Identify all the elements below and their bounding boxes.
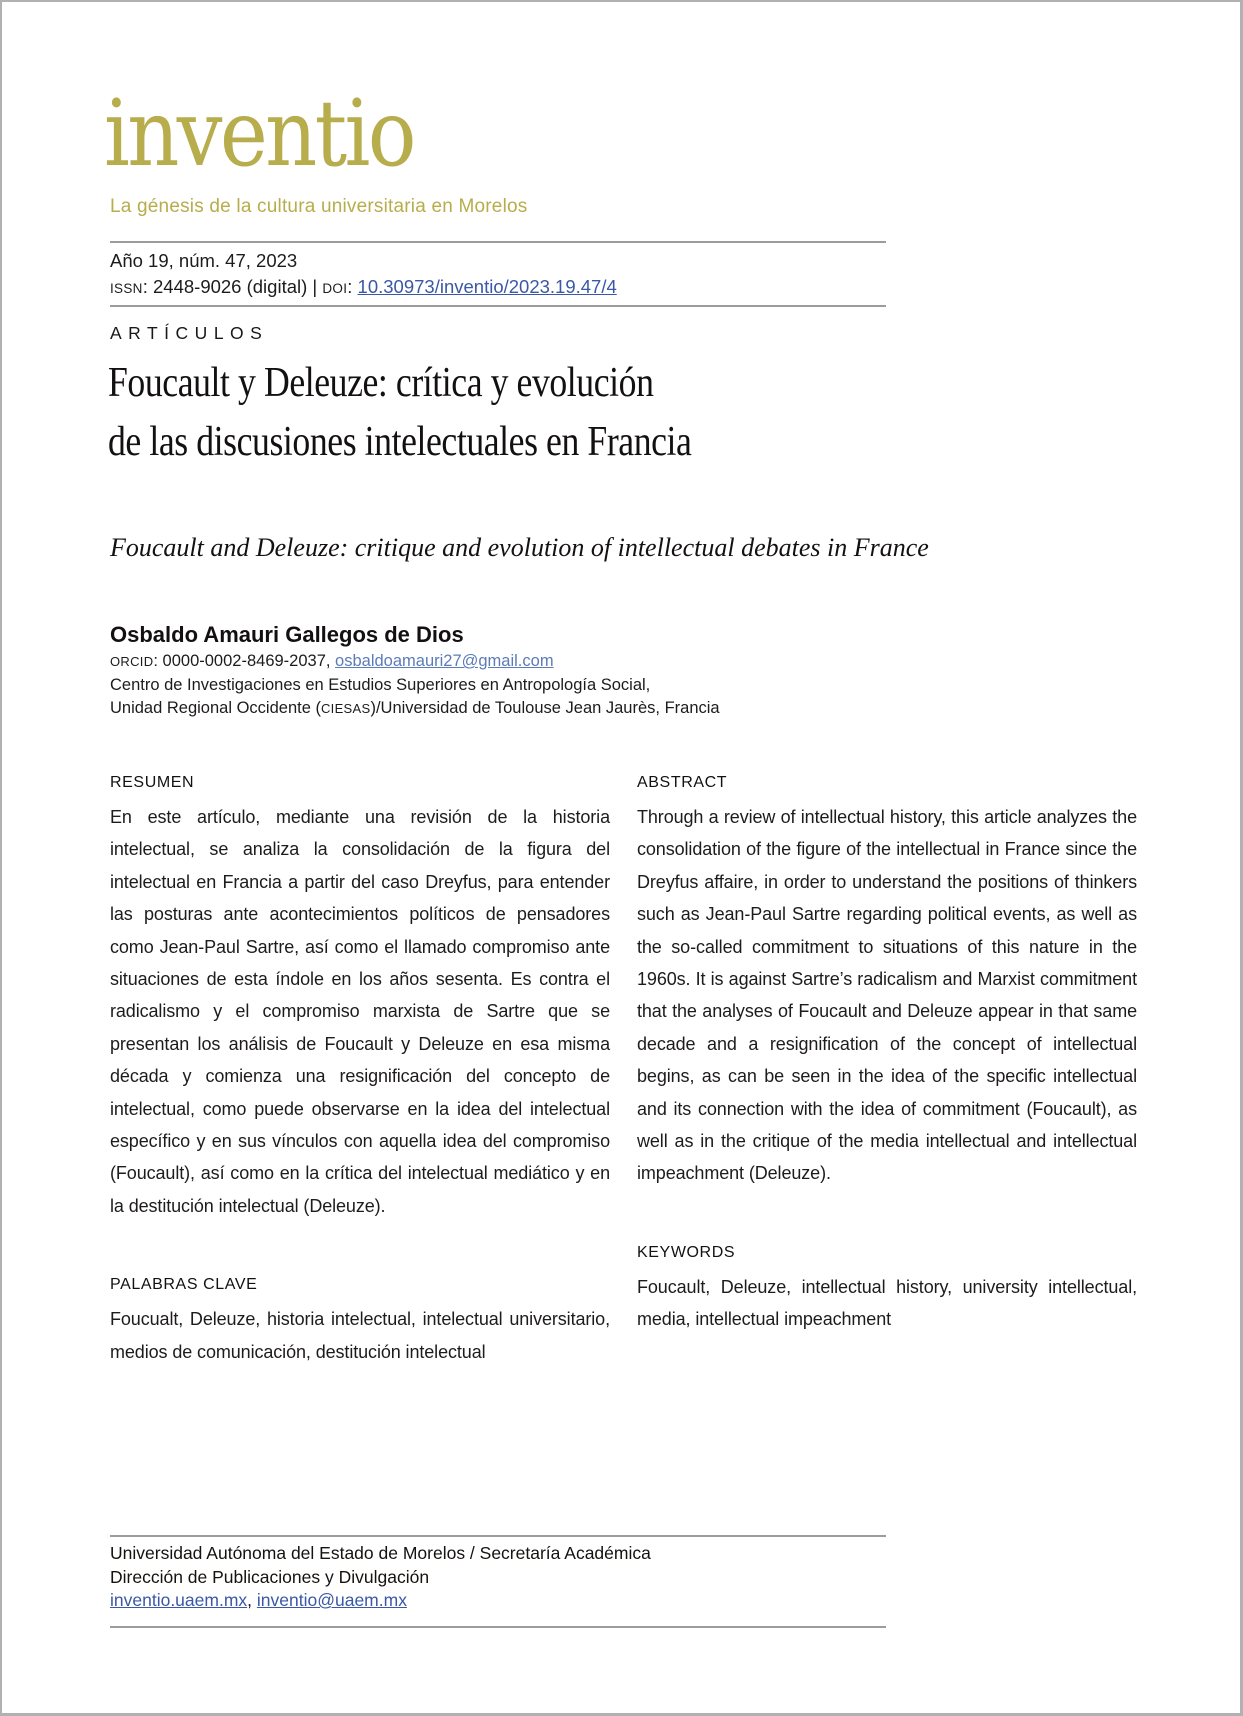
section-label: ARTÍCULOS	[110, 323, 269, 343]
divider-footer-top	[110, 1535, 886, 1537]
keywords-body: Foucault, Deleuze, intellectual history, university intellectual, media, intellectual impeachment	[637, 1276, 1137, 1330]
resumen-heading: RESUMEN	[110, 774, 195, 791]
footer-site-link[interactable]: inventio.uaem.mx	[110, 1590, 248, 1610]
journal-tagline: La génesis de la cultura universitaria en Morelos	[110, 196, 528, 217]
palabras-clave-heading: PALABRAS CLAVE	[110, 1276, 258, 1294]
affiliation-post: )/Universidad de Toulouse Jean Jaurès, Francia	[370, 699, 720, 717]
doi-label: DOI	[322, 281, 348, 296]
article-title-line1: Foucault y Deleuze: crítica y evolución	[108, 360, 654, 406]
divider-issue	[110, 305, 886, 307]
affiliation-pre: Unidad Regional Occidente (	[110, 699, 321, 717]
orcid-value: : 0000-0002-8469-2037,	[153, 652, 336, 670]
issn-doi-line	[110, 274, 617, 302]
publisher-footer	[110, 1542, 651, 1613]
resumen-body: En este artículo, mediante una revisión de la historia intelectual, se analiza la consolidación de la figura del intelectual en Francia a partir del caso Dreyfus, para entender las posturas ante acontecimientos políticos de pensadores como Jean-Paul Sartre, así como el llamado compromiso ante situaciones de esta índole en los años sesenta. Es contra el radicalismo y el compromiso marxista de Sartre que se presentan los análisis de Foucault y Deleuze en esa misma década y comienza una resignificación del concepto de intelectual, como puede observarse en la idea del intelectual específico y en sus vínculos con aquella idea del compromiso (Foucault), así como en la crítica del intelectual mediático y en la destitución intelectual (Deleuze).	[110, 807, 610, 1216]
column-english	[637, 774, 1137, 1368]
author-email-link[interactable]: osbaldoamauri27@gmail.com	[335, 652, 554, 670]
article-title	[108, 354, 691, 472]
footer-line2: Dirección de Publicaciones y Divulgación	[110, 1566, 430, 1587]
author-affiliation-line1: Centro de Investigaciones en Estudios Superiores en Antropología Social,	[110, 675, 651, 694]
column-spanish	[110, 774, 610, 1368]
keywords-heading: KEYWORDS	[637, 1243, 736, 1261]
issue-info	[110, 248, 617, 302]
issue-line: Año 19, núm. 47, 2023	[110, 250, 298, 271]
article-title-line2: de las discusiones intelectuales en Francia	[108, 419, 692, 465]
article-subtitle-english: Foucault and Deleuze: critique and evolution of intellectual debates in France	[110, 533, 929, 562]
doi-link[interactable]: 10.30973/inventio/2023.19.47/4	[357, 276, 617, 297]
footer-email-link[interactable]: inventio@uaem.mx	[256, 1590, 407, 1610]
orcid-label: ORCID	[110, 654, 154, 669]
abstract-columns	[110, 774, 1137, 1368]
footer-links-separator: ,	[247, 1590, 257, 1610]
journal-logo: inventio	[104, 80, 414, 187]
issn-value: : 2448-9026 (digital) |	[142, 276, 323, 297]
footer-line1: Universidad Autónoma del Estado de Morelos / Secretaría Académica	[110, 1543, 651, 1563]
abstract-body: Through a review of intellectual history, this article analyzes the consolidation of the figure of the intellectual in France since the Dreyfus affaire, in order to understand the positions of thinkers such as Jean-Paul Sartre regarding political events, as well as the so-called commitment to situations of this nature in the 1960s. It is against Sartre’s radicalism and Marxist commitment that the analyses of Foucault and Deleuze appear in that same decade and a resignification of the concept of intellectual begins, as can be seen in the idea of the specific intellectual and its connection with the idea of commitment (Foucault), as well as in the critique of the media intellectual and intellectual impeachment (Deleuze).	[637, 807, 1137, 1184]
footer-links-line	[110, 1589, 651, 1613]
doi-separator: :	[347, 276, 358, 297]
affiliation-acronym: CIESAS	[320, 701, 371, 716]
issn-label: ISSN	[110, 281, 143, 296]
divider-top	[110, 241, 886, 243]
author-name: Osbaldo Amauri Gallegos de Dios	[110, 622, 464, 647]
divider-footer-bottom	[110, 1626, 886, 1628]
abstract-heading: ABSTRACT	[637, 774, 728, 791]
author-orcid-line	[110, 650, 720, 674]
author-affiliation-line2	[110, 697, 720, 721]
author-meta	[110, 650, 720, 721]
palabras-clave-body: Foucualt, Deleuze, historia intelectual, intelectual universitario, medios de comunicación, destitución intelectual	[110, 1309, 610, 1362]
